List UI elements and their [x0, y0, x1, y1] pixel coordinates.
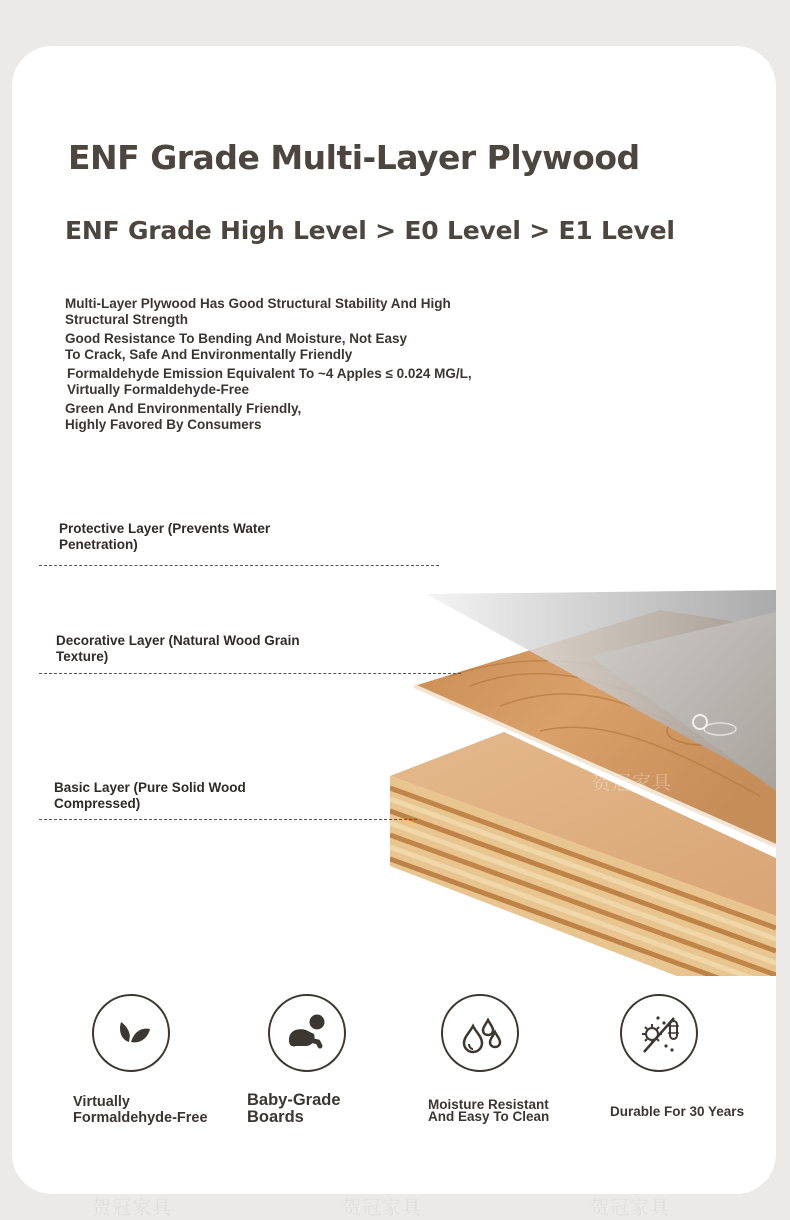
feature-list [65, 296, 475, 436]
water-drops-icon [441, 994, 519, 1072]
feature-item: Good Resistance To Bending And Moisture, Not Easy To Crack, Safe And Environmentally Friendly [65, 331, 408, 362]
watermark: 贺冠家具 [590, 1198, 671, 1219]
baby-icon [268, 994, 346, 1072]
basic-layer-label: Basic Layer (Pure Solid Wood Compressed) [54, 780, 246, 811]
feature-item: Green And Environmentally Friendly, Highly Favored By Consumers [65, 401, 302, 432]
watermark: 贺冠家具 [592, 773, 673, 794]
decorative-layer-label: Decorative Layer (Natural Wood Grain Texture) [56, 633, 300, 664]
watermark: 贺冠家具 [342, 1198, 423, 1219]
watermark: 贺冠家具 [92, 1198, 173, 1219]
feature-item: Multi-Layer Plywood Has Good Structural Stability And High Structural Strength [65, 296, 451, 327]
bacteria-shield-icon [620, 994, 698, 1072]
decorative-layer-divider [39, 673, 461, 674]
page-subtitle: ENF Grade High Level > E0 Level > E1 Level [65, 216, 675, 245]
icon-label: Baby-Grade Boards [247, 1091, 341, 1126]
icon-label: Virtually Formaldehyde-Free [73, 1094, 208, 1126]
icon-label: Moisture Resistant And Easy To Clean [428, 1097, 550, 1124]
basic-layer-divider [39, 819, 417, 820]
watermark: 贺冠家具 [592, 561, 673, 582]
leaf-icon [92, 994, 170, 1072]
page-title: ENF Grade Multi-Layer Plywood [68, 138, 640, 177]
feature-item: Formaldehyde Emission Equivalent To ~4 Apples ≤ 0.024 MG/L, Virtually Formaldehyde-Free [67, 366, 472, 397]
icon-label: Durable For 30 Years [610, 1104, 745, 1119]
protective-layer-label: Protective Layer (Prevents Water Penetration) [59, 521, 271, 552]
plywood-illustration [390, 536, 776, 976]
content-card [12, 46, 776, 1194]
protective-layer-divider [39, 565, 439, 566]
